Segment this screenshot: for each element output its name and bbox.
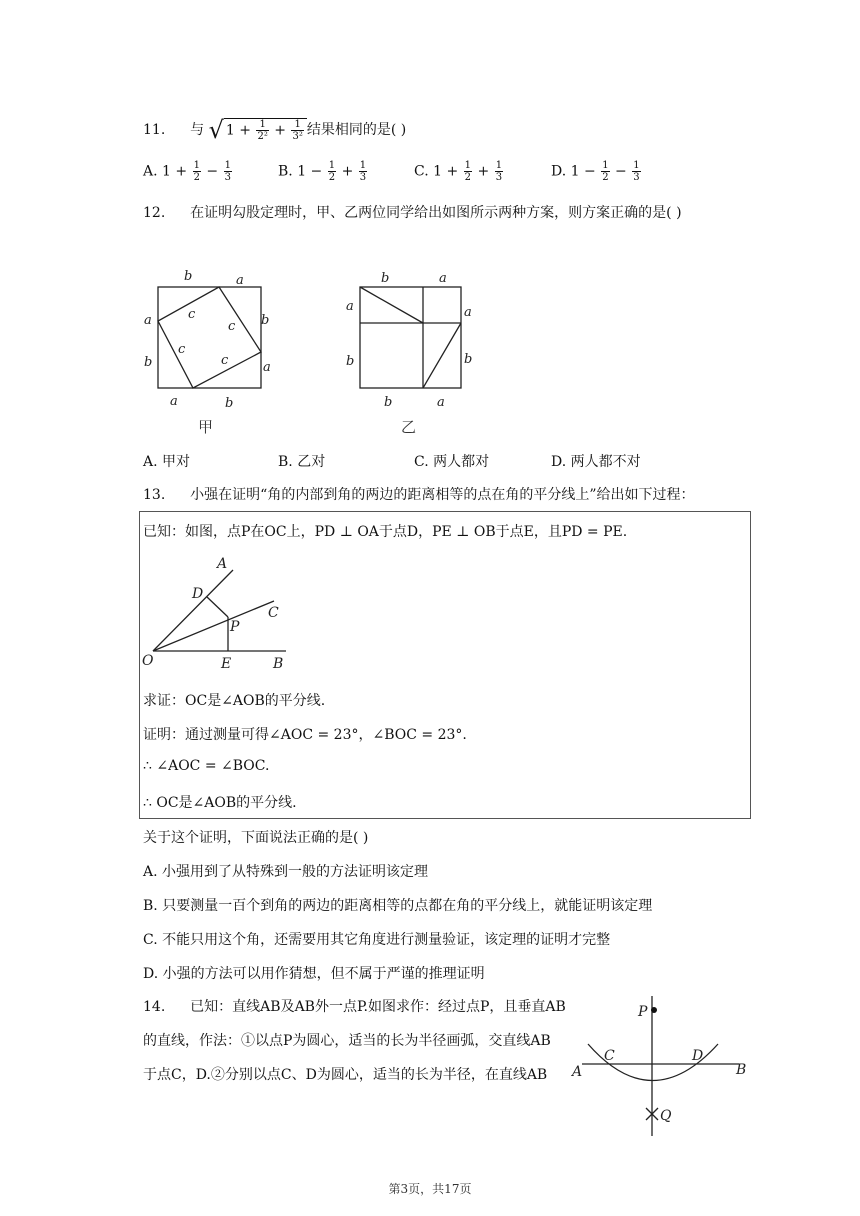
- point-label-d: D: [192, 586, 204, 602]
- ray-oc: [153, 601, 274, 651]
- yi-label: a: [437, 395, 445, 410]
- sqrt-sign-icon: √: [208, 116, 224, 144]
- q11-prefix: 与: [190, 122, 205, 138]
- jia-label: c: [221, 353, 229, 368]
- point-label-q: Q: [660, 1108, 672, 1124]
- jia-label: b: [225, 396, 234, 411]
- q11-suffix: 结果相同的是( ): [306, 122, 407, 138]
- point-label-b: B: [273, 656, 284, 672]
- point-label-p: P: [638, 1004, 648, 1020]
- q13-prove: 求证：OC是∠AOB的平分线.: [143, 693, 326, 709]
- q13-question: 关于这个证明，下面说法正确的是( ): [143, 830, 369, 846]
- jia-labels: [144, 269, 271, 411]
- yi-line: [360, 287, 423, 323]
- jia-label: b: [144, 355, 153, 370]
- q14-line-2: 的直线，作法：①以点P为圆心，适当的长为半径画弧，交直线AB: [143, 1033, 551, 1049]
- q13-proof-step-2: ∴ ∠AOC = ∠BOC.: [143, 758, 270, 774]
- jia-label: a: [263, 360, 271, 375]
- yi-label: a: [439, 271, 447, 286]
- point-label-o: O: [142, 653, 154, 669]
- q13-proof-step-3: ∴ OC是∠AOB的平分线.: [143, 795, 297, 811]
- q11-option-b[interactable]: B. 1 − $\frac{1}{2}$ + $\frac{1}{3}$: [278, 160, 367, 183]
- q12-stem: [143, 202, 682, 222]
- q11-stem: [143, 116, 406, 144]
- q13-option-c[interactable]: C. 不能只用这个角，还需要用其它角度进行测量验证，该定理的证明才完整: [143, 932, 611, 948]
- jia-caption: 甲: [198, 418, 214, 436]
- q12-figures: [130, 260, 490, 440]
- point-label-e: E: [221, 656, 232, 672]
- point-label-a: A: [217, 556, 228, 572]
- q12-number: 12.: [143, 205, 166, 221]
- figure-yi: [360, 287, 461, 388]
- jia-outer-square: [158, 287, 261, 388]
- q14-line-3: 于点C，D.②分别以点C、D为圆心，适当的长为半径，在直线AB: [143, 1067, 548, 1083]
- jia-label: c: [188, 307, 196, 322]
- yi-labels: [346, 271, 472, 410]
- q13-option-a[interactable]: A. 小强用到了从特殊到一般的方法证明该定理: [143, 864, 429, 880]
- q12-option-b[interactable]: B. 乙对: [278, 454, 326, 470]
- yi-label: b: [464, 352, 473, 367]
- q14-figure: [568, 992, 758, 1140]
- jia-label: c: [228, 319, 236, 334]
- jia-label: c: [178, 342, 186, 357]
- q12-option-d[interactable]: D. 两人都不对: [551, 454, 641, 470]
- yi-caption: 乙: [401, 418, 417, 436]
- figure-jia: [158, 287, 261, 388]
- q13-option-b[interactable]: B. 只要测量一百个到角的两边的距离相等的点都在角的平分线上，就能证明该定理: [143, 898, 653, 914]
- point-label-p: P: [230, 619, 240, 635]
- q13-option-d[interactable]: D. 小强的方法可以用作猜想，但不属于严谨的推理证明: [143, 966, 485, 982]
- q14-line-1: 14. 已知：直线AB及AB外一点P.如图求作：经过点P，且垂直AB: [143, 999, 566, 1015]
- jia-label: b: [261, 313, 270, 328]
- q13-stem: [143, 484, 694, 504]
- segment-pd: [207, 597, 228, 617]
- yi-label: b: [346, 354, 355, 369]
- q13-proof-step-1: 证明：通过测量可得∠AOC = 23°，∠BOC = 23°.: [143, 727, 467, 743]
- q11-option-a[interactable]: A. 1 + $\frac{1}{2}$ − $\frac{1}{3}$: [143, 160, 231, 183]
- q13-number: 13.: [143, 487, 166, 503]
- jia-label: b: [184, 269, 193, 284]
- q13-given: 已知：如图，点P在OC上，PD ⊥ OA于点D，PE ⊥ OB于点E，且PD = PE.: [143, 524, 628, 540]
- jia-label: a: [170, 394, 178, 409]
- jia-inner-square: [158, 287, 261, 388]
- q13-text: 小强在证明“角的内部到角的两边的距离相等的点在角的平分线上”给出如下过程：: [190, 487, 695, 503]
- yi-line: [423, 323, 461, 388]
- point-label-d: D: [692, 1048, 704, 1064]
- q12-text: 在证明勾股定理时，甲、乙两位同学给出如图所示两种方案，则方案正确的是( ): [190, 205, 682, 221]
- q11-number: 11.: [143, 122, 166, 138]
- yi-label: a: [464, 305, 472, 320]
- yi-label: b: [381, 271, 390, 286]
- q12-option-a[interactable]: A. 甲对: [143, 454, 191, 470]
- point-label-a: A: [572, 1064, 583, 1080]
- page-footer: 第3页，共17页: [388, 1182, 472, 1196]
- q13-figure: [140, 555, 310, 673]
- point-p-dot: [651, 1007, 657, 1013]
- jia-label: a: [236, 273, 244, 288]
- q11-option-d[interactable]: D. 1 − $\frac{1}{2}$ − $\frac{1}{3}$: [551, 160, 640, 183]
- yi-label: b: [384, 395, 393, 410]
- yi-label: a: [346, 299, 354, 314]
- point-label-c: C: [604, 1048, 615, 1064]
- q12-option-c[interactable]: C. 两人都对: [414, 454, 490, 470]
- yi-outer-square: [360, 287, 461, 388]
- point-label-b: B: [736, 1062, 747, 1078]
- jia-label: a: [144, 313, 152, 328]
- q11-option-c[interactable]: C. 1 + $\frac{1}{2}$ + $\frac{1}{3}$: [414, 160, 503, 183]
- q11-radicand: 1 + $\frac{1}{\text{2²}}$ + $\frac{1}{\text{3²}}$: [224, 118, 307, 142]
- q14-number: 14.: [143, 999, 166, 1015]
- point-label-c: C: [268, 605, 279, 621]
